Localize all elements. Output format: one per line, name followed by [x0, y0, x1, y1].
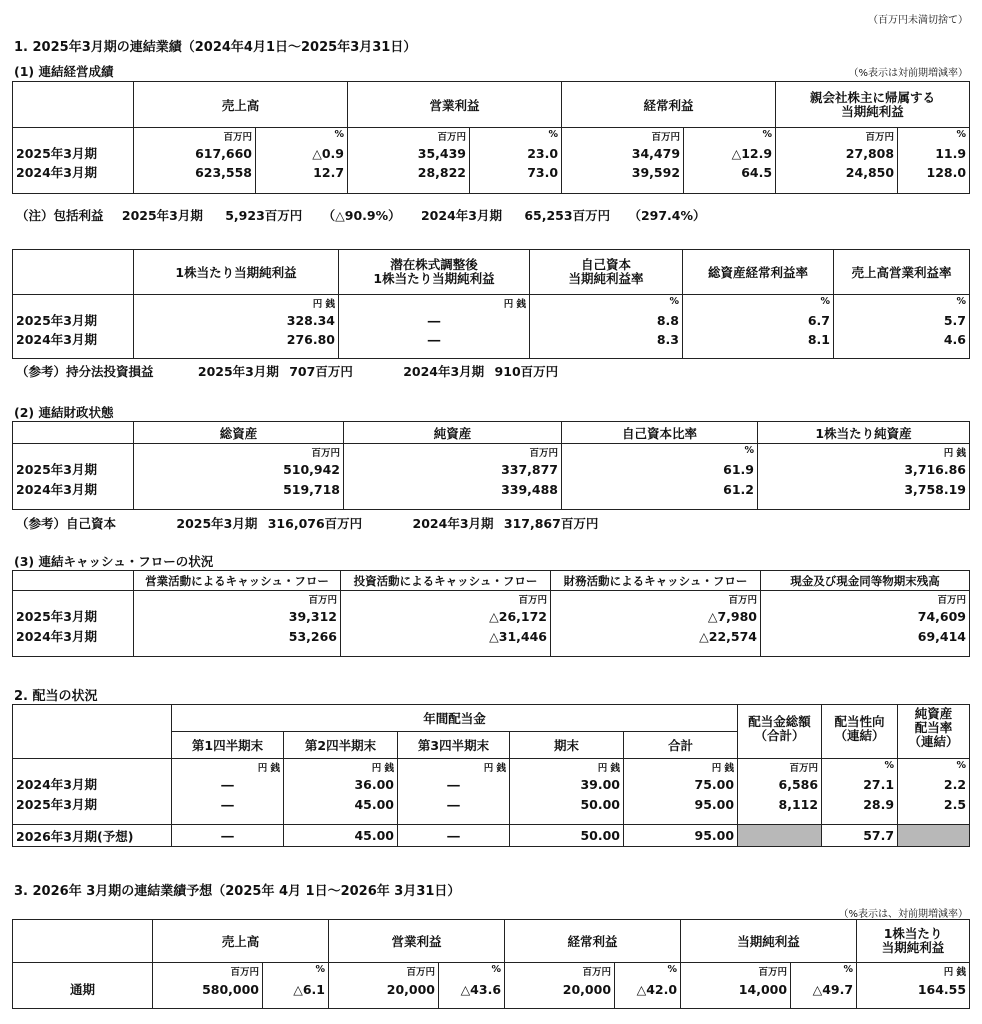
roa-values: % 6.7 8.1	[683, 295, 834, 359]
col-op-margin: 売上高営業利益率	[834, 250, 970, 295]
col-operating-cf: 営業活動によるキャッシュ・フロー	[134, 571, 341, 591]
financial-position-table: 総資産 純資産 自己資本比率 1株当たり純資産 2025年3月期 2024年3月期 百万円 510,942 519,718 百万円 337,877 339,488 % 61.9 61.2 円 銭 3,716.86 3,758.19	[12, 421, 970, 510]
col-doe: 純資産 配当率 （連結）	[898, 705, 970, 759]
section2-subtitle: (2) 連結財政状態	[14, 405, 114, 420]
col-sales: 売上高	[134, 82, 348, 128]
diluted-eps-values: 円 銭 ― ―	[339, 295, 530, 359]
q2-values: 円 銭 36.00 45.00	[284, 759, 398, 825]
net-income-values: 百万円 27,808 24,850	[776, 128, 898, 194]
col-q1: 第1四半期末	[172, 732, 284, 759]
col-roe: 自己資本 当期純利益率	[530, 250, 683, 295]
roe-values: % 8.8 8.3	[530, 295, 683, 359]
op-income-pct: % 23.0 73.0	[470, 128, 562, 194]
section-forecast-title: 3. 2026年 3月期の連結業績予想（2025年 4月 1日～2026年 3月31日）	[14, 884, 461, 899]
total-assets-values: 百万円 510,942 519,718	[134, 444, 344, 510]
equity-capital-note: （参考）自己資本 2025年3月期 316,076百万円 2024年3月期 317,867百万円	[16, 516, 599, 531]
col-investing-cf: 投資活動によるキャッシュ・フロー	[341, 571, 551, 591]
row-labels: 2025年3月期 2024年3月期	[13, 128, 134, 194]
col-operating-income: 営業利益	[348, 82, 562, 128]
net-assets-values: 百万円 337,877 339,488	[344, 444, 562, 510]
forecast-col-ord-income: 経常利益	[505, 920, 681, 963]
col-q3: 第3四半期末	[398, 732, 510, 759]
doe-values: % 2.2 2.5	[898, 759, 970, 825]
col-cash-end: 現金及び現金同等物期末残高	[761, 571, 970, 591]
col-total: 合計	[624, 732, 738, 759]
q3-values: 円 銭 ― ―	[398, 759, 510, 825]
col-diluted-eps: 潜在株式調整後 1株当たり当期純利益	[339, 250, 530, 295]
total-values: 円 銭 75.00 95.00	[624, 759, 738, 825]
total-dividend-values: 百万円 6,586 8,112	[738, 759, 822, 825]
forecast-total-dividend-blank	[738, 825, 822, 847]
sales-pct: % △0.9 12.7	[256, 128, 348, 194]
col-total-dividend: 配当金総額 （合計）	[738, 705, 822, 759]
col-ordinary-income: 経常利益	[562, 82, 776, 128]
financing-cf-values: 百万円 △7,980 △22,574	[551, 591, 761, 657]
section3-subtitle: (3) 連結キャッシュ・フローの状況	[14, 554, 214, 569]
ord-income-values: 百万円 34,479 39,592	[562, 128, 684, 194]
cash-end-values: 百万円 74,609 69,414	[761, 591, 970, 657]
col-roa: 総資産経常利益率	[683, 250, 834, 295]
payout-values: % 27.1 28.9	[822, 759, 898, 825]
forecast-row-label: 2026年3月期(予想)	[13, 825, 172, 847]
section1-title: 1. 2025年3月期の連結業績（2024年4月1日～2025年3月31日）	[14, 40, 417, 55]
operating-cf-values: 百万円 39,312 53,266	[134, 591, 341, 657]
forecast-col-net-income: 当期純利益	[681, 920, 857, 963]
cash-flow-table: 営業活動によるキャッシュ・フロー 投資活動によるキャッシュ・フロー 財務活動によるキャッシュ・フロー 現金及び現金同等物期末残高 2025年3月期 2024年3月期 百万円 39,312 53,266 百万円 △26,172 △31,446 百万円 △7,980 △22,574 百万円 74,609 69,414	[12, 570, 970, 657]
col-year-end: 期末	[510, 732, 624, 759]
forecast-doe-blank	[898, 825, 970, 847]
net-income-pct: % 11.9 128.0	[898, 128, 970, 194]
section1-subtitle: (1) 連結経営成績	[14, 64, 114, 79]
sales-values: 百万円 617,660 623,558	[134, 128, 256, 194]
eps-values: 円 銭 328.34 276.80	[134, 295, 339, 359]
year-end-values: 円 銭 39.00 50.00	[510, 759, 624, 825]
per-share-table: 1株当たり当期純利益 潜在株式調整後 1株当たり当期純利益 自己資本 当期純利益率 総資産経常利益率 売上高営業利益率 2025年3月期 2024年3月期 円 銭 328.34 276.80 円 銭 ― ― % 8.8 8.3 % 6.7 8.1 % 5.7 4.6	[12, 249, 970, 359]
forecast-col-eps: 1株当たり 当期純利益	[857, 920, 970, 963]
section-dividends-title: 2. 配当の状況	[14, 689, 98, 704]
investing-cf-values: 百万円 △26,172 △31,446	[341, 591, 551, 657]
col-net-assets: 純資産	[344, 422, 562, 444]
col-net-income: 親会社株主に帰属する 当期純利益	[776, 82, 970, 128]
operating-results-table	[12, 81, 970, 194]
col-eps: 1株当たり当期純利益	[134, 250, 339, 295]
annual-dividend-header: 年間配当金	[172, 705, 738, 732]
bps-values: 円 銭 3,716.86 3,758.19	[758, 444, 970, 510]
col-q2: 第2四半期末	[284, 732, 398, 759]
dividends-table: 年間配当金 配当金総額 （合計） 配当性向 （連結） 純資産 配当率 （連結） 第1四半期末 第2四半期末 第3四半期末 期末 合計 2024年3月期 2025年3月期 円 銭 ― ― 円 銭 36.00 45.00 円 銭 ― ― 円 銭 39.00 50.00 円 銭 75.00 95.00 百万円 6,586 8,112 % 27.1 28.9 % 2.2 2.5 2026年3月期(予想) ― 45.00 ― 50.00 95.00 57.7	[12, 704, 970, 847]
col-bps: 1株当たり純資産	[758, 422, 970, 444]
forecast-note: （%表示は、対前期増減率）	[838, 909, 968, 920]
col-equity-ratio: 自己資本比率	[562, 422, 758, 444]
forecast-col-sales: 売上高	[153, 920, 329, 963]
forecast-row-label-full-year: 通期	[69, 982, 95, 997]
equity-ratio-values: % 61.9 61.2	[562, 444, 758, 510]
forecast-table: 売上高 営業利益 経常利益 当期純利益 1株当たり 当期純利益 通期 百万円 580,000 % △6.1 百万円 20,000 % △43.6 百万円 20,000 % △42.0 百万円 14,000 % △49.7 円 銭 164.55	[12, 919, 970, 1009]
unit-note: （百万円未満切捨て）	[868, 15, 968, 26]
comprehensive-income-note: （注）包括利益 2025年3月期 5,923百万円 （△90.9%） 2024年3月期 65,253百万円 （297.4%）	[16, 208, 706, 223]
q1-values: 円 銭 ― ―	[172, 759, 284, 825]
op-margin-values: % 5.7 4.6	[834, 295, 970, 359]
col-total-assets: 総資産	[134, 422, 344, 444]
op-income-values: 百万円 35,439 28,822	[348, 128, 470, 194]
section1-note: （%表示は対前期増減率）	[848, 68, 968, 79]
equity-method-note: （参考）持分法投資損益 2025年3月期 707百万円 2024年3月期 910百万円	[16, 364, 559, 379]
forecast-col-op-income: 営業利益	[329, 920, 505, 963]
col-financing-cf: 財務活動によるキャッシュ・フロー	[551, 571, 761, 591]
col-payout-ratio: 配当性向 （連結）	[822, 705, 898, 759]
ord-income-pct: % △12.9 64.5	[684, 128, 776, 194]
